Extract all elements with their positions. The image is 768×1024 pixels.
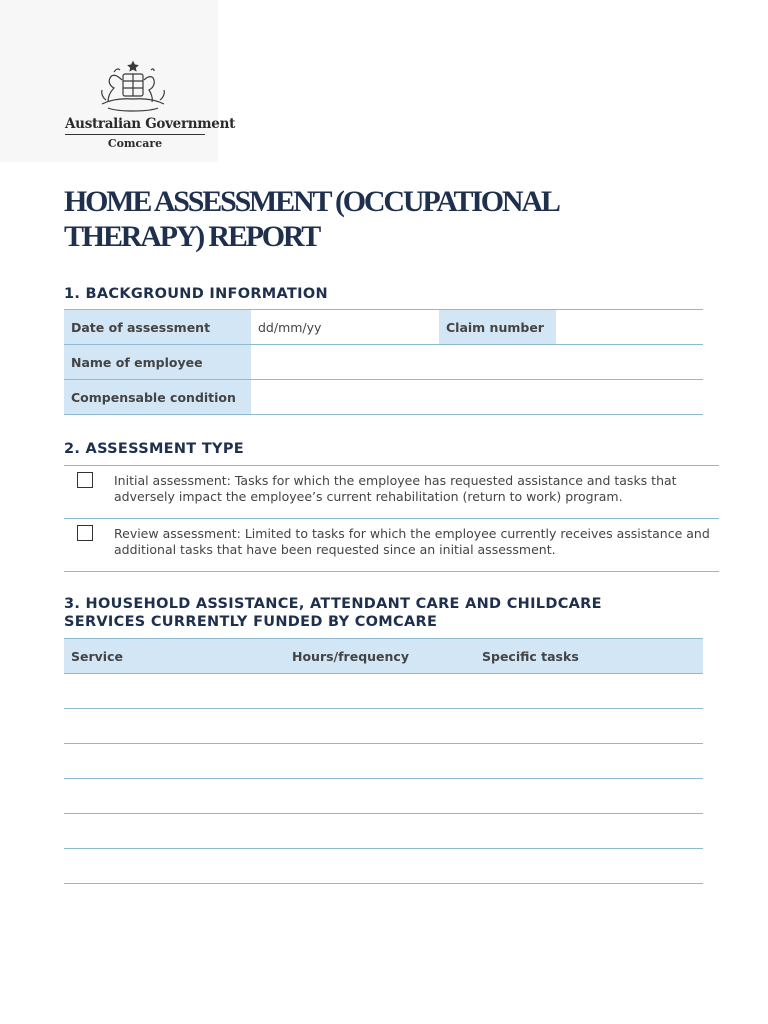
compensable-condition-field[interactable]	[251, 380, 703, 415]
tasks-cell[interactable]	[475, 779, 703, 814]
table-row	[64, 849, 703, 884]
service-cell[interactable]	[64, 779, 285, 814]
table-row	[64, 674, 703, 709]
column-header-hours: Hours/frequency	[285, 639, 475, 674]
review-assessment-checkbox[interactable]	[77, 525, 93, 541]
table-row	[64, 310, 703, 345]
tasks-cell[interactable]	[475, 849, 703, 884]
table-row	[64, 814, 703, 849]
commonwealth-coat-of-arms-icon	[94, 60, 172, 118]
document-title	[64, 184, 684, 254]
services-heading-line-1: 3. HOUSEHOLD ASSISTANCE, ATTENDANT CARE AND CHILDCARE	[64, 596, 602, 612]
review-assessment-label: Review assessment: Limited to tasks for which the employee currently receives assistance and additional tasks that have been requested since an initial assessment.	[114, 526, 710, 557]
table-row	[64, 380, 703, 415]
section-heading-assessment-type: 2. ASSESSMENT TYPE	[64, 441, 244, 457]
table-row	[64, 709, 703, 744]
table-row	[64, 779, 703, 814]
initial-assessment-label: Initial assessment: Tasks for which the employee has requested assistance and tasks that adversely impact the employee’s current rehabilitation (return to work) program.	[114, 473, 677, 504]
title-line-1: HOME ASSESSMENT (OCCUPATIONAL	[64, 185, 559, 218]
tasks-cell[interactable]	[475, 709, 703, 744]
service-cell[interactable]	[64, 814, 285, 849]
compensable-condition-label: Compensable condition	[64, 380, 251, 415]
employee-name-label: Name of employee	[64, 345, 251, 380]
table-row	[64, 345, 703, 380]
service-cell[interactable]	[64, 744, 285, 779]
services-heading-line-2: SERVICES CURRENTLY FUNDED BY COMCARE	[64, 614, 438, 630]
list-item	[64, 465, 719, 518]
initial-assessment-checkbox[interactable]	[77, 472, 93, 488]
service-cell[interactable]	[64, 709, 285, 744]
service-cell[interactable]	[64, 674, 285, 709]
table-row	[64, 744, 703, 779]
tasks-cell[interactable]	[475, 814, 703, 849]
assessment-type-list	[64, 465, 719, 572]
section-heading-background: 1. BACKGROUND INFORMATION	[64, 286, 328, 302]
hours-cell[interactable]	[285, 779, 475, 814]
column-header-service: Service	[64, 639, 285, 674]
section-heading-services	[64, 595, 602, 631]
hours-cell[interactable]	[285, 709, 475, 744]
date-of-assessment-field[interactable]: dd/mm/yy	[251, 310, 439, 345]
logo-divider	[65, 134, 205, 135]
hours-cell[interactable]	[285, 744, 475, 779]
logo-block	[0, 0, 236, 162]
claim-number-field[interactable]	[556, 310, 703, 345]
list-item	[64, 518, 719, 572]
tasks-cell[interactable]	[475, 674, 703, 709]
service-cell[interactable]	[64, 849, 285, 884]
table-header-row	[64, 639, 703, 674]
title-line-2: THERAPY) REPORT	[64, 220, 320, 253]
column-header-tasks: Specific tasks	[475, 639, 703, 674]
hours-cell[interactable]	[285, 849, 475, 884]
agency-name: Comcare	[107, 137, 163, 150]
hours-cell[interactable]	[285, 674, 475, 709]
date-of-assessment-label: Date of assessment	[64, 310, 251, 345]
background-info-table	[64, 309, 703, 415]
government-name: Australian Government	[65, 116, 236, 132]
hours-cell[interactable]	[285, 814, 475, 849]
claim-number-label: Claim number	[439, 310, 556, 345]
services-table	[64, 638, 703, 884]
employee-name-field[interactable]	[251, 345, 703, 380]
tasks-cell[interactable]	[475, 744, 703, 779]
